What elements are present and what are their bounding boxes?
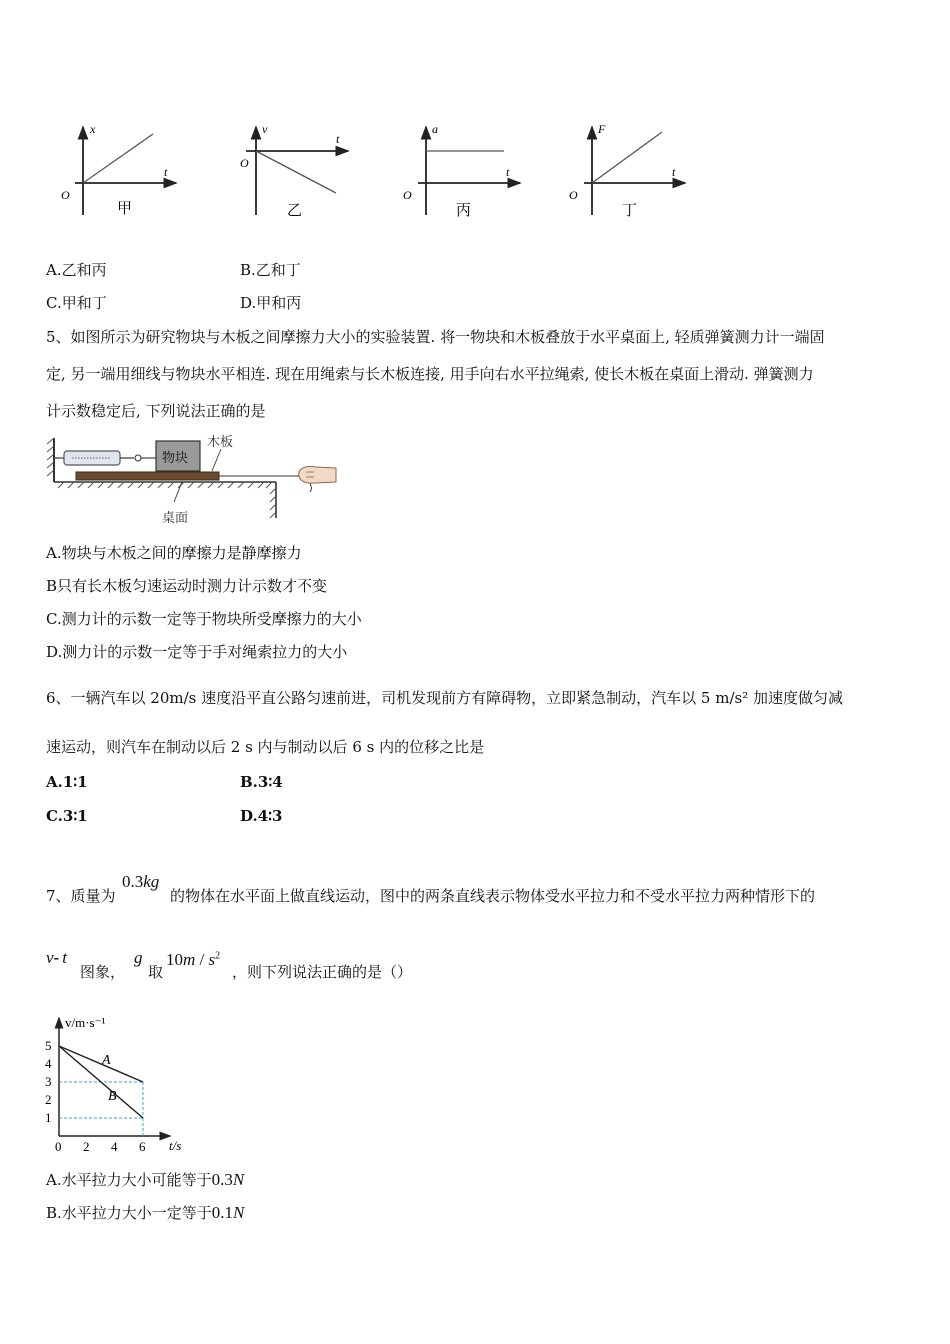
series-line-A	[59, 1046, 143, 1082]
q7-option-b-unit: N	[233, 1203, 245, 1222]
q7-g-slash: /	[195, 950, 209, 969]
graph-bing-ylabel: a	[432, 122, 438, 136]
q5-stem-line2: 定, 另一端用细线与物块水平相连. 现在用绳索与长木板连接, 用手向右水平拉绳索, 使长木板在桌面上滑动. 弹簧测力	[46, 365, 814, 383]
graph-yi-caption: 乙	[287, 203, 303, 219]
q7-option-a-value: 0.3	[211, 1170, 233, 1189]
q7-stem-line1: 的物体在水平面上做直线运动，图中的两条直线表示物体受水平拉力和不受水平拉力两种情形下的	[170, 887, 816, 905]
graph-bing-caption: 丙	[456, 203, 472, 219]
q7-option-a-unit: N	[232, 1170, 245, 1189]
q7-vt-symbol	[46, 948, 67, 968]
y-tick-label: 4	[45, 1056, 52, 1071]
q5-apparatus-figure	[44, 432, 340, 532]
q7-g-number: 10	[166, 950, 183, 969]
q7-vt-dash: -	[53, 948, 60, 967]
board-label: 木板	[207, 434, 234, 449]
q7-mass	[122, 872, 159, 892]
x-tick-label: 6	[139, 1139, 146, 1154]
q5-stem-line3: 计示数稳定后, 下列说法正确的是	[46, 402, 266, 420]
graph-yi	[240, 122, 348, 219]
graph-ding-xlabel: t	[672, 165, 676, 179]
graph-yi-origin: O	[240, 156, 249, 170]
q6-option-a[interactable]: A.1∶1	[46, 773, 88, 791]
q5-option-c[interactable]: C.测力计的示数一定等于物块所受摩擦力的大小	[46, 610, 362, 628]
graph-bing-xlabel: t	[506, 165, 510, 179]
graph-ding-origin: O	[569, 188, 578, 202]
q5-option-a[interactable]: A.物块与木板之间的摩擦力是静摩擦力	[46, 544, 302, 562]
hand-icon	[299, 466, 336, 483]
x-tick-label: 0	[55, 1139, 62, 1154]
table-label: 桌面	[162, 510, 189, 525]
q7-option-a[interactable]	[46, 1170, 244, 1190]
q7-g-value	[166, 950, 220, 970]
q5-option-b[interactable]: B只有长木板匀速运动时测力计示数才不变	[46, 577, 328, 595]
q5-stem-line1: 5、如图所示为研究物块与木板之间摩擦力大小的实验装置. 将一物块和木板叠放于水平桌面上, 轻质弹簧测力计一端固	[46, 328, 825, 346]
graph-ding-caption: 丁	[622, 203, 638, 219]
q6-option-c[interactable]: C.3∶1	[46, 807, 88, 825]
q7-g-symbol: g	[134, 948, 143, 967]
q6-stem-line2: 速运动，则汽车在制动以后 2 s 内与制动以后 6 s 内的位移之比是	[46, 738, 485, 756]
x-axis-label: t/s	[169, 1138, 182, 1153]
q7-mass-unit: kg	[143, 872, 160, 891]
q7-g-exponent: 2	[215, 950, 221, 962]
series-label-A: A	[102, 1053, 111, 1068]
q4-option-d[interactable]: D.甲和丙	[240, 294, 302, 312]
graph-jia-ylabel: x	[90, 122, 96, 136]
q6-stem-line1: 6、一辆汽车以 20m/s 速度沿平直公路匀速前进，司机发现前方有障碍物，立即紧急制动，汽车以 5 m/s² 加速度做匀减	[46, 689, 843, 707]
q7-text-image: 图象，	[80, 963, 126, 981]
q7-mass-number: 0.3	[122, 872, 144, 891]
block-label: 物块	[162, 450, 189, 465]
q4-option-c[interactable]: C.甲和丁	[46, 294, 107, 312]
y-tick-label: 3	[45, 1074, 52, 1089]
q7-option-a-text: A.水平拉力大小可能等于	[46, 1171, 212, 1189]
q7-g-unit-m: m	[183, 950, 196, 969]
board	[76, 472, 219, 480]
y-tick-label: 2	[45, 1092, 52, 1107]
graph-jia-xlabel: t	[164, 165, 168, 179]
q7-vt-t: t	[62, 948, 67, 967]
q7-option-b[interactable]	[46, 1203, 244, 1223]
q4-option-a[interactable]: A.乙和丙	[46, 261, 107, 279]
q7-g-unit-s: s	[208, 950, 216, 969]
q7-text-question: ，则下列说法正确的是（）	[232, 963, 413, 981]
q4-graphs	[40, 115, 720, 230]
graph-jia-caption: 甲	[117, 201, 133, 217]
q7-prefix: 7、质量为	[46, 887, 116, 905]
graph-yi-ylabel: v	[262, 122, 268, 136]
y-tick-label: 5	[45, 1038, 52, 1053]
q7-option-b-text: B.水平拉力大小一定等于	[46, 1204, 212, 1222]
q5-option-d[interactable]: D.测力计的示数一定等于手对绳索拉力的大小	[46, 643, 348, 661]
graph-bing-origin: O	[403, 188, 412, 202]
q7-take: 取	[148, 963, 164, 981]
graph-bing	[403, 122, 520, 219]
q7-vt-v: v	[46, 948, 54, 967]
graph-jia	[61, 122, 176, 217]
x-tick-label: 4	[111, 1139, 118, 1154]
q6-option-d[interactable]: D.4∶3	[240, 807, 283, 825]
y-axis-label: v/m·s⁻¹	[65, 1015, 106, 1030]
q7-option-b-value: 0.1	[211, 1203, 234, 1222]
q4-option-b[interactable]: B.乙和丁	[240, 261, 301, 279]
q7-vt-chart	[40, 1010, 200, 1160]
graph-jia-origin: O	[61, 188, 70, 202]
graph-ding	[569, 122, 685, 219]
q6-option-b[interactable]: B.3∶4	[240, 773, 283, 791]
series-label-B: B	[108, 1089, 117, 1104]
graph-ding-ylabel: F	[598, 122, 606, 136]
graph-yi-xlabel: t	[336, 132, 340, 146]
y-tick-label: 1	[45, 1110, 52, 1125]
x-tick-label: 2	[83, 1139, 90, 1154]
